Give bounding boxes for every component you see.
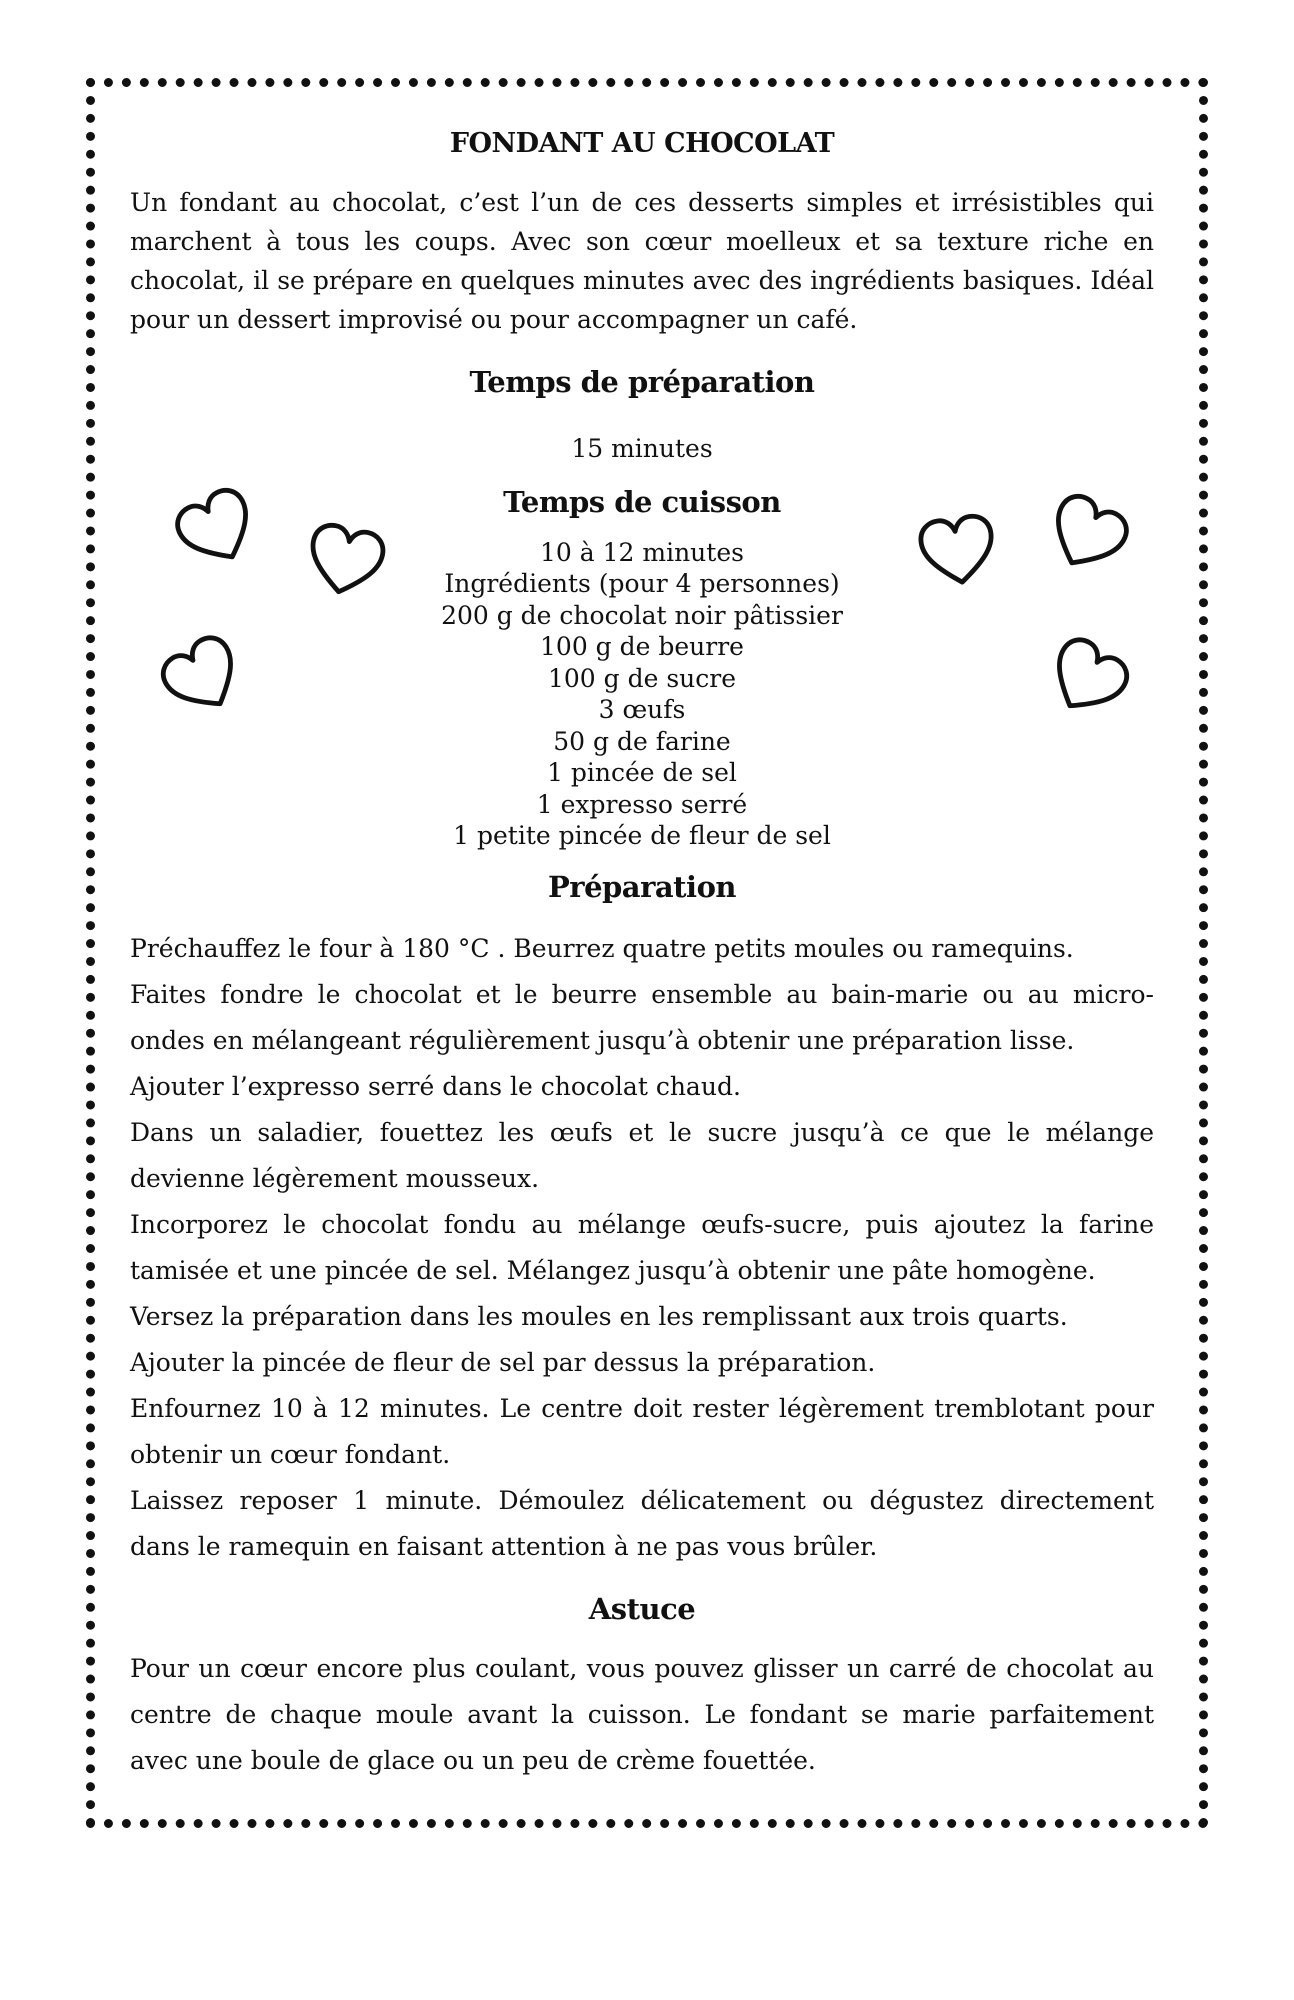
ingredient-item: 100 g de beurre <box>540 632 744 661</box>
ingredient-item: 100 g de sucre <box>547 663 737 693</box>
recipe-content <box>130 128 1154 1784</box>
preparation-step: Ajouter la pincée de fleur de sel par dessus la préparation. <box>130 1347 876 1377</box>
prep-time-heading: Temps de préparation <box>469 365 815 399</box>
ingredient-item: 1 petite pincée de fleur de sel <box>453 821 831 850</box>
cook-time-value: 10 à 12 minutes <box>540 537 744 567</box>
preparation-step: Dans un saladier, fouettez les œufs et le sucre jusqu’à ce que le mélange devienne légèrement mousseux. <box>130 1117 1154 1193</box>
recipe-intro: Un fondant au chocolat, c’est l’un de ces desserts simples et irrésistibles qui marchent à tous les coups. Avec son cœur moelleux et sa texture riche en chocolat, il se prépare en quelques minutes avec des ingrédients basiques. Idéal pour un dessert improvisé ou pour accompagner un café. <box>130 188 1154 334</box>
tip-text: Pour un cœur encore plus coulant, vous pouvez glisser un carré de chocolat au centre de chaque moule avant la cuisson. Le fondant se marie parfaitement avec une boule de glace ou un peu de crème fouettée. <box>130 1653 1154 1775</box>
preparation-step: Versez la préparation dans les moules en les remplissant aux trois quarts. <box>130 1301 1068 1331</box>
preparation-steps <box>130 926 1154 1570</box>
ingredient-item: 3 œufs <box>598 695 686 724</box>
cook-time-heading: Temps de cuisson <box>503 484 781 519</box>
preparation-step: Préchauffez le four à 180 °C . Beurrez quatre petits moules ou ramequins. <box>130 933 1074 963</box>
preparation-heading: Préparation <box>547 869 736 904</box>
tip-heading: Astuce <box>588 1591 696 1626</box>
preparation-step: Laissez reposer 1 minute. Démoulez délicatement ou dégustez directement dans le ramequin en faisant attention à ne pas vous brûler. <box>130 1485 1154 1561</box>
ingredient-item: 1 pincée de sel <box>547 758 737 787</box>
ingredients-block <box>130 537 1154 852</box>
ingredient-item: 200 g de chocolat noir pâtissier <box>441 600 843 630</box>
prep-time-value: 15 minutes <box>571 434 713 463</box>
ingredient-item: 50 g de farine <box>553 726 731 756</box>
preparation-step: Ajouter l’expresso serré dans le chocolat chaud. <box>130 1071 741 1101</box>
recipe-title: FONDANT AU CHOCOLAT <box>449 128 835 159</box>
preparation-step: Faites fondre le chocolat et le beurre ensemble au bain-marie ou au micro-ondes en mélangeant régulièrement jusqu’à obtenir une préparation lisse. <box>130 979 1154 1055</box>
ingredients-heading: Ingrédients (pour 4 personnes) <box>444 569 840 598</box>
ingredient-item: 1 expresso serré <box>536 789 748 819</box>
preparation-step: Incorporez le chocolat fondu au mélange œufs-sucre, puis ajoutez la farine tamisée et une pincée de sel. Mélangez jusqu’à obtenir une pâte homogène. <box>130 1209 1154 1285</box>
preparation-step: Enfournez 10 à 12 minutes. Le centre doit rester légèrement tremblotant pour obtenir un cœur fondant. <box>130 1393 1154 1469</box>
